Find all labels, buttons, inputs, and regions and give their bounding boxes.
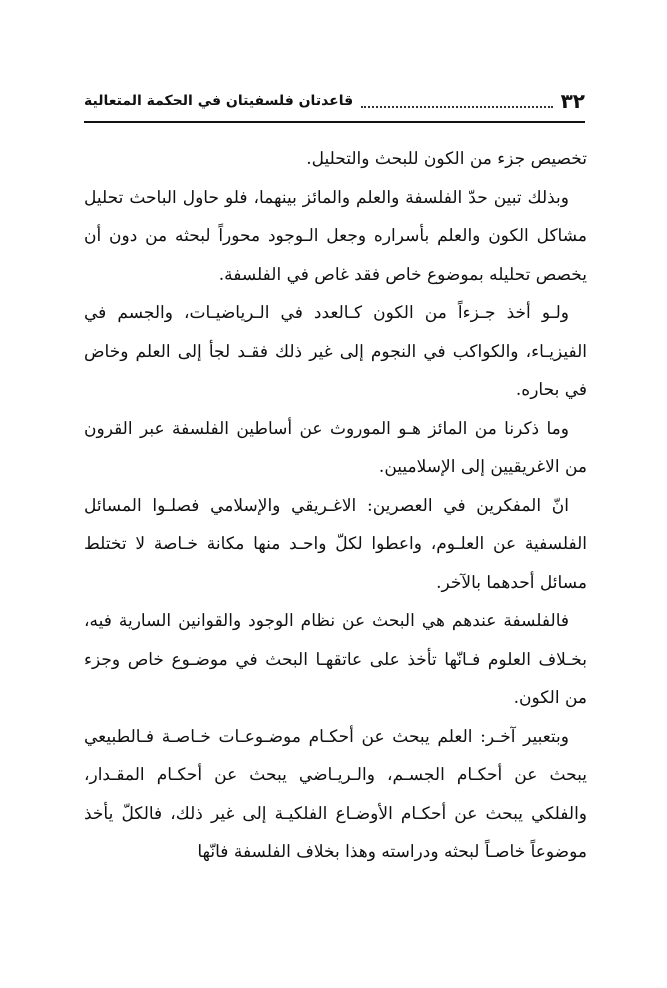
page-number: ٣٢ bbox=[560, 89, 585, 113]
header-rule bbox=[84, 121, 585, 123]
paragraph: وبذلك تبين حدّ الفلسفة والعلم والمائز بينهما، فلو حاول الباحث تحليل مشاكل الكون والعلم بأسراره وجعل الـوجود محوراً لبحثه من دون أن يخصص تحليله بموضوع خاص فقد غاص في الفلسفة. bbox=[84, 187, 587, 285]
running-title: قاعدتان فلسفيتان في الحكمة المتعالية bbox=[84, 93, 354, 109]
paragraph: وبتعبير آخـر: العلم يبحث عن أحكـام موضـوعـات خـاصـة فـالطبيعي يبحث عن أحكـام الجسـم، والـريـاضي يبحث عن أحكـام المقـدار، والفلكي يبحث عن أحكـام الأوضـاع الفلكيـة إلى غير ذلك، فالكلّ يأخذ موضوعاً خاصـاً لبحثه ودراسته وهذا بخلاف الفلسفة فانّها bbox=[84, 726, 587, 862]
paragraph: فالفلسفة عندهم هي البحث عن نظام الوجود والقوانين السارية فيه، بخـلاف العلوم فـانّها تأخذ على عاتقهـا البحث في موضـوع خاص وجزء من الكون. bbox=[84, 611, 587, 708]
header-dot-leader bbox=[361, 105, 552, 108]
paragraph: انّ المفكرين في العصرين: الاغـريقي والإسلامي فصلـوا المسائل الفلسفية عن العلـوم، واعطوا لكلّ واحـد منها مكانة خـاصة لا تختلط مسائل أحدهما بالآخر. bbox=[84, 495, 587, 593]
paragraph: وما ذكرنا من المائز هـو الموروث عن أساطين الفلسفة عبر القرون من الاغريقيين إلى الإسلاميين. bbox=[84, 418, 587, 477]
paragraph: تخصيص جزء من الكون للبحث والتحليل. bbox=[306, 149, 587, 169]
body-text bbox=[84, 140, 587, 872]
paragraph: ولـو أخذ جـزءاً من الكون كـالعدد في الـرياضيـات، والجسم في الفيزيـاء، والكواكب في النجوم إلى غير ذلك فقـد لجأ إلى العلم وخاض في بحاره. bbox=[84, 303, 587, 400]
page-header bbox=[84, 84, 585, 114]
